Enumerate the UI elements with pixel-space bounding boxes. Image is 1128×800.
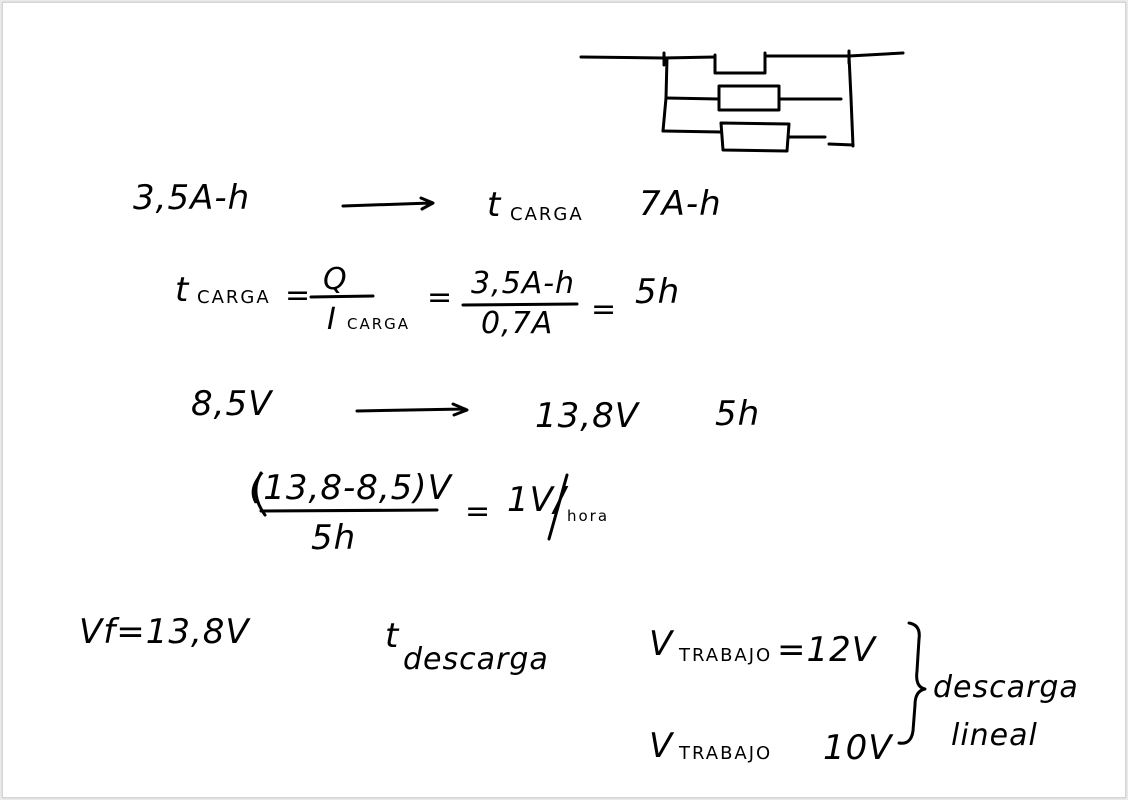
charge-time-result: 5h (635, 272, 681, 312)
voltage-start: 8,5V (191, 384, 273, 424)
capacity-initial: 3,5A-h (133, 178, 251, 218)
charge-time: 5h (715, 394, 761, 434)
t-charge-symbol: t (487, 185, 502, 225)
work-voltage-2-sub: TRABAJO (679, 743, 773, 764)
equals-rate: = (465, 494, 492, 529)
rate-unit: hora (567, 507, 610, 525)
circuit-wire-top (581, 57, 715, 58)
fraction-bar-num2 (463, 304, 577, 305)
equals-1: = (285, 278, 312, 313)
right-brace (899, 623, 925, 743)
voltage-end: 13,8V (535, 396, 639, 436)
work-voltage-1-sub: TRABAJO (679, 645, 773, 666)
t-charge-lhs-sub: CARGA (197, 287, 271, 308)
capacity-target: 7A-h (639, 184, 722, 224)
fraction-bar-rate (261, 510, 437, 511)
work-voltage-2-value: 10V (823, 728, 893, 768)
circuit-top-element (715, 53, 765, 73)
circuit-resistor-3 (721, 123, 789, 151)
work-voltage-1: V (649, 624, 674, 664)
equals-2: = (427, 280, 454, 315)
numerator-capacity: 3,5A-h (471, 266, 576, 301)
final-voltage: Vf=13,8V (79, 612, 250, 652)
circuit-left-rail (663, 58, 667, 131)
circuit-right-rail (849, 56, 853, 146)
t-charge-lhs: t (175, 270, 190, 310)
brace-label-linear: lineal (951, 718, 1038, 753)
work-voltage-2: V (649, 726, 674, 766)
voltage-difference: (13,8-8,5)V (249, 468, 452, 508)
circuit-branch-3-wire (663, 131, 721, 132)
t-discharge-subscript: descarga (403, 642, 549, 677)
current-i-sub: CARGA (347, 315, 411, 333)
whiteboard-page (2, 2, 1126, 798)
charge-q: Q (323, 262, 348, 297)
denominator-current: 0,7A (481, 306, 554, 341)
arrow-1 (343, 198, 433, 209)
current-i: I (327, 302, 337, 337)
time-denominator: 5h (311, 518, 357, 558)
circuit-branch-3-end (829, 144, 853, 145)
circuit-branch-2-wire (666, 98, 719, 99)
t-charge-subscript: CARGA (510, 204, 584, 225)
rate-value: 1V/ (507, 480, 567, 520)
equals-3: = (591, 292, 618, 327)
circuit-resistor-2 (719, 86, 779, 110)
circuit-wire-top-right (765, 53, 903, 56)
work-voltage-1-value: =12V (777, 630, 877, 670)
t-discharge-symbol: t (385, 616, 400, 656)
brace-label-discharge: descarga (933, 670, 1079, 705)
arrow-2 (357, 404, 467, 415)
